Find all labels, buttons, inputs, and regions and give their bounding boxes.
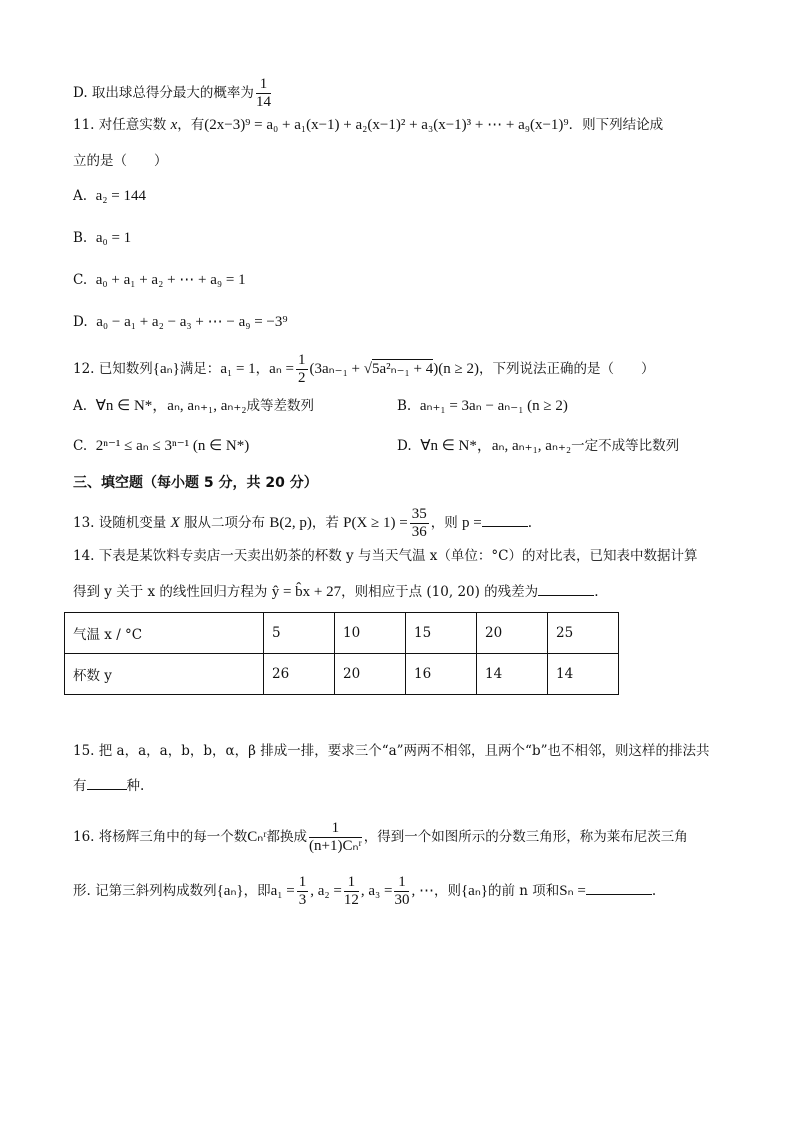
q11-equation: (2x−3)⁹ = a₀ + a₁(x−1) + a₂(x−1)² + a₃(x−1)³ + ⋯ + a₉(x−1)⁹: [204, 117, 569, 133]
table-cell: 气温 x / °C: [65, 613, 264, 654]
table-cell: 15: [406, 613, 477, 654]
q12-radicand: 5a²ₙ₋₁ + 4: [372, 361, 434, 377]
q11-option-a: A. a₂ = 144: [73, 188, 146, 204]
answer-blank[interactable]: [586, 882, 652, 895]
q13-stem: 13. 设随机变量 X 服从二项分布 B(2, p)，若 P(X ≥ 1) = $\frac{35}{36}$ ，则 p = .: [73, 506, 533, 540]
q12-option-c: C. 2ⁿ⁻¹ ≤ aₙ ≤ 3ⁿ⁻¹ (n ∈ N*): [73, 438, 250, 454]
table-row: [65, 613, 619, 654]
prev-option-d: [73, 76, 273, 111]
data-table: [64, 612, 619, 695]
q11-option-c: C. a₀ + a₁ + a₂ + ⋯ + a₉ = 1: [73, 272, 246, 288]
q16-stem: 16. 将杨辉三角中的每一个数Cₙʳ都换成 $\frac{1}{\text{(n+1)Cₙʳ}}$ ，得到一个如图所示的分数三角形，称为莱布尼茨三角: [73, 820, 688, 854]
q12-half: $\frac{1}{2}$: [298, 352, 306, 386]
table-cell: 5: [264, 613, 335, 654]
table-row: [65, 654, 619, 695]
q11-stem: 11. 对任意实数 x，有(2x−3)⁹ = a₀ + a₁(x−1) + a₂(x−1)² + a₃(x−1)³ + ⋯ + a₉(x−1)⁹．则下列结论成: [73, 117, 664, 133]
option-d-text: D. 取出球总得分最大的概率为: [73, 85, 254, 101]
q16-fraction-a2: $\frac{1}{12}$: [343, 874, 359, 908]
q12-option-b: B. aₙ₊₁ = 3aₙ − aₙ₋₁ (n ≥ 2): [397, 398, 568, 414]
q12-option-a: A. ∀n ∈ N*，aₙ, aₙ₊₁, aₙ₊₂成等差数列: [73, 398, 314, 414]
q14-stem-cont: 得到 y 关于 x 的线性回归方程为 ŷ = b̂x + 27，则相应于点 (10, 20) 的残差为 .: [73, 584, 599, 600]
answer-blank[interactable]: [538, 583, 594, 596]
table-cell: 10: [335, 613, 406, 654]
table-cell: 26: [264, 654, 335, 695]
q16-fraction: $\frac{1}{\text{(n+1)Cₙʳ}}$: [309, 820, 362, 854]
q16-fraction-a3: $\frac{1}{30}$: [394, 874, 410, 908]
q16-fraction-a1: $\frac{1}{3}$: [298, 874, 307, 908]
table-cell: 25: [548, 613, 619, 654]
q15-stem: 15. 把 a，a，a，b，b，α，β 排成一排，要求三个“a”两两不相邻，且两个“b”也不相邻，则这样的排法共: [73, 743, 710, 759]
q15-stem-cont: 有 种.: [73, 778, 145, 794]
table-cell: 16: [406, 654, 477, 695]
q11-stem-cont: 立的是（ ）: [73, 153, 168, 169]
table-cell: 14: [548, 654, 619, 695]
q12-stem: 12. 已知数列{aₙ}满足：a₁ = 1，aₙ = $\frac{1}{2}$ (3aₙ₋₁ + √5a²ₙ₋₁ + 4)(n ≥ 2)，下列说法正确的是（ ）: [73, 352, 655, 386]
q16-stem-cont: 形. 记第三斜列构成数列{aₙ}，即a₁ = $\frac{1}{3}$ , a₂ = $\frac{1}{12}$ , a₃ = $\frac{1}{30}$ , ⋯，则{aₙ}的前 n 项和Sₙ = .: [73, 874, 657, 908]
answer-blank[interactable]: [87, 777, 127, 790]
q14-stem: 14. 下表是某饮料专卖店一天卖出奶茶的杯数 y 与当天气温 x（单位：°C）的对比表，已知表中数据计算: [73, 548, 698, 564]
q11-option-d: D. a₀ − a₁ + a₂ − a₃ + ⋯ − a₉ = −3⁹: [73, 314, 288, 330]
sqrt-sign: √: [363, 361, 372, 377]
option-d-fraction: $\frac{1}{14}$: [255, 76, 271, 110]
table-cell: 20: [335, 654, 406, 695]
table-cell: 20: [477, 613, 548, 654]
q11-option-b: B. a₀ = 1: [73, 230, 132, 246]
answer-blank[interactable]: [482, 514, 528, 527]
q13-fraction: $\frac{35}{36}$: [411, 506, 427, 540]
table-cell: 杯数 y: [65, 654, 264, 695]
table-cell: 14: [477, 654, 548, 695]
q12-option-d: D. ∀n ∈ N*，aₙ, aₙ₊₁, aₙ₊₂一定不成等比数列: [397, 438, 680, 454]
section-title: 三、填空题（每小题 5 分，共 20 分）: [73, 475, 318, 491]
